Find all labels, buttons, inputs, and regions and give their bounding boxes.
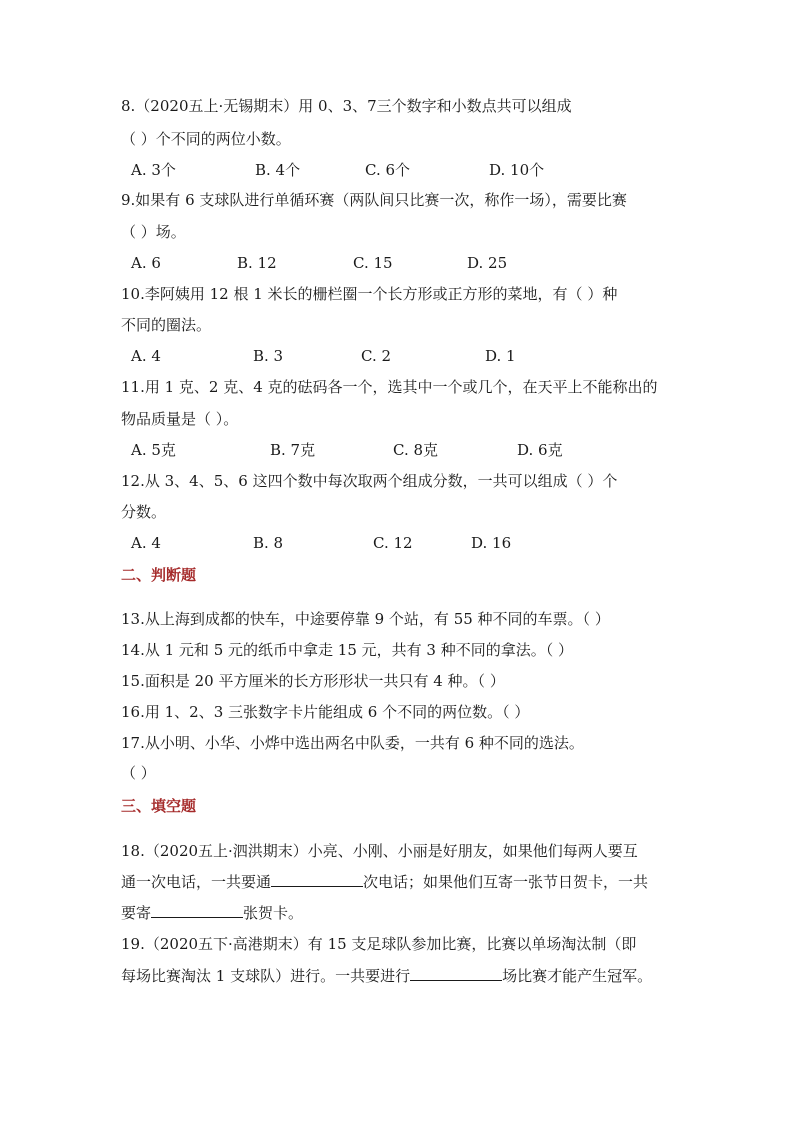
question-19-line-1: 19.（2020五下·高港期末）有 15 支足球队参加比赛，比赛以单场淘汰制（即 [121, 935, 637, 953]
question-18-line-2-text-a: 通一次电话，一共要通 [121, 873, 272, 891]
answer-blank[interactable] [410, 966, 502, 981]
question-19-line-2-text-a: 每场比赛淘汰 1 支球队）进行。一共要进行 [121, 967, 411, 985]
option-b: B. 7克 [270, 441, 316, 459]
question-8-line-2: （ ）个不同的两位小数。 [121, 130, 291, 148]
section-heading-fill-in: 三、填空题 [121, 797, 197, 815]
question-10-line-1: 10.李阿姨用 12 根 1 米长的栅栏圈一个长方形或正方形的菜地，有（ ）种 [121, 285, 618, 303]
option-d: D. 6克 [517, 441, 563, 459]
question-19-line-2 [121, 966, 652, 986]
question-13: 13.从上海到成都的快车，中途要停靠 9 个站，有 55 种不同的车票。（ ） [121, 610, 610, 628]
section-heading-judgment: 二、判断题 [121, 566, 197, 584]
question-18-line-3 [121, 903, 303, 923]
option-c: C. 6个 [365, 161, 411, 179]
question-11-line-2: 物品质量是（ ）。 [121, 410, 239, 428]
question-15: 15.面积是 20 平方厘米的长方形形状一共只有 4 种。（ ） [121, 672, 505, 690]
question-19-line-2-text-b: 场比赛才能产生冠军。 [502, 967, 653, 985]
question-18-line-2 [121, 872, 648, 892]
question-12-line-1: 12.从 3、4、5、6 这四个数中每次取两个组成分数，一共可以组成（ ）个 [121, 472, 618, 490]
question-10-line-2: 不同的圈法。 [121, 316, 212, 334]
question-9-line-1: 9.如果有 6 支球队进行单循环赛（两队间只比赛一次，称作一场），需要比赛 [121, 191, 627, 209]
question-14: 14.从 1 元和 5 元的纸币中拿走 15 元，共有 3 种不同的拿法。（ ） [121, 641, 573, 659]
question-9-line-2: （ ）场。 [121, 223, 186, 241]
question-12-line-2: 分数。 [121, 503, 167, 521]
answer-blank[interactable] [271, 872, 363, 887]
option-d: D. 10个 [489, 161, 545, 179]
question-16: 16.用 1、2、3 三张数字卡片能组成 6 个不同的两位数。（ ） [121, 703, 530, 721]
question-18-line-2-text-b: 次电话；如果他们互寄一张节日贺卡，一共 [363, 873, 649, 891]
option-d: D. 16 [471, 534, 512, 552]
question-18-line-3-text-a: 要寄 [121, 904, 152, 922]
question-8-line-1: 8.（2020五上·无锡期末）用 0、3、7三个数字和小数点共可以组成 [121, 97, 572, 115]
option-b: B. 3 [253, 347, 284, 365]
question-11-line-1: 11.用 1 克、2 克、4 克的砝码各一个，选其中一个或几个，在天平上不能称出的 [121, 378, 658, 396]
question-18-line-1: 18.（2020五上·泗洪期末）小亮、小刚、小丽是好朋友，如果他们每两人要互 [121, 842, 638, 860]
option-d: D. 1 [485, 347, 516, 365]
option-b: B. 4个 [255, 161, 301, 179]
option-a: A. 3个 [131, 161, 176, 179]
option-a: A. 4 [131, 534, 161, 552]
question-17: 17.从小明、小华、小烨中选出两名中队委，一共有 6 种不同的选法。 [121, 734, 584, 752]
option-c: C. 15 [353, 254, 393, 272]
option-c: C. 12 [373, 534, 413, 552]
option-a: A. 6 [131, 254, 161, 272]
answer-blank[interactable] [151, 903, 243, 918]
option-b: B. 12 [237, 254, 277, 272]
option-c: C. 8克 [393, 441, 439, 459]
option-a: A. 4 [131, 347, 161, 365]
option-c: C. 2 [361, 347, 392, 365]
question-17-paren: （ ） [121, 764, 156, 782]
question-18-line-3-text-b: 张贺卡。 [243, 904, 304, 922]
option-d: D. 25 [467, 254, 508, 272]
option-a: A. 5克 [131, 441, 176, 459]
option-b: B. 8 [253, 534, 284, 552]
